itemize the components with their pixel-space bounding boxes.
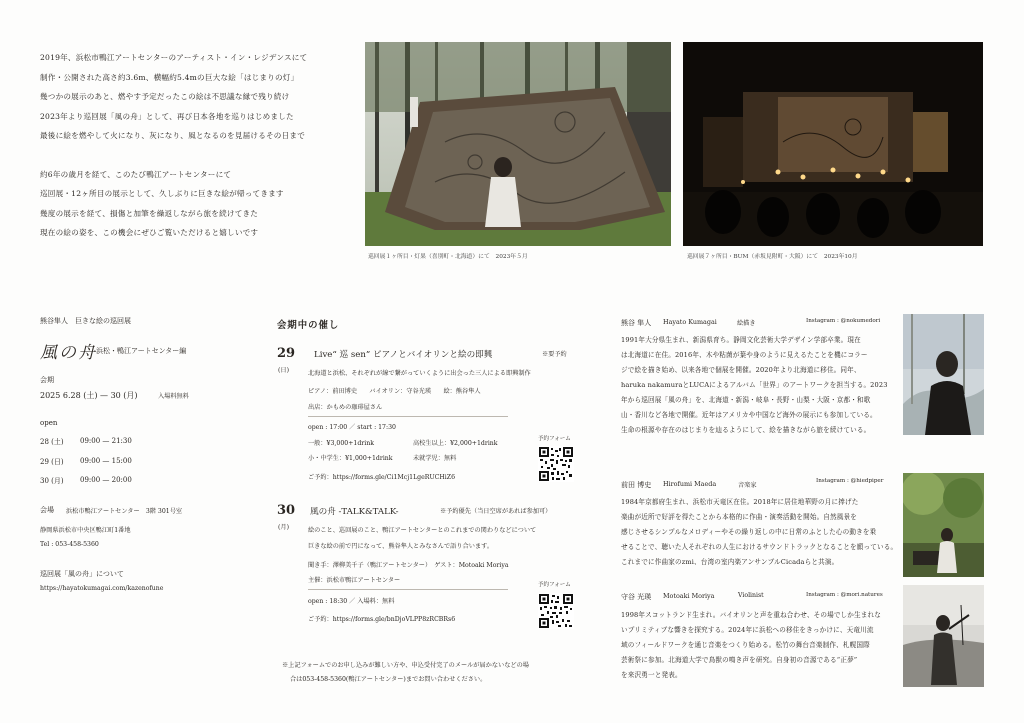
- bio-roman: Hirofumi Maeda: [663, 480, 717, 488]
- program-heading: 会期中の催し: [277, 320, 340, 331]
- bio-line: を来沢勇一と発表。: [621, 671, 682, 679]
- event2-title: 風の舟 -TALK&TALK-: [310, 507, 399, 517]
- schedule-time: 09:00 — 15:00: [80, 457, 132, 465]
- intro-line: 約6年の歳月を経て、このたび鴨江アートセンターにて: [40, 169, 232, 179]
- event2-host: 主催：浜松市鴨江アートセンター: [308, 577, 401, 584]
- intro-text: [40, 48, 307, 243]
- event1-price-general: 一般：¥3,000+1drink: [308, 440, 374, 447]
- event1-date: 29: [277, 346, 296, 361]
- photo-caption-1: 巡回展１ヶ所目・灯果（喜別町・北海道）にて 2023年５月: [368, 254, 528, 260]
- footnote-line-2: 合は053-458-5360(鴨江アートセンター)までお問い合わせください。: [290, 676, 487, 683]
- bio-name: 熊谷 隼人: [621, 319, 652, 327]
- event1-catering: 出店：かもめの珈琲屋さん: [308, 404, 383, 411]
- event2-reserve-url[interactable]: ご予約：https://forms.gle/bnDjoVLPP8zRCBRs6: [308, 616, 456, 623]
- portrait-hayato-kumagai: [903, 314, 984, 435]
- bio-line: 山・香川など各地で開催。近年はアメリカや中国など海外の展示にも参加している。: [621, 411, 877, 419]
- venue-name: 浜松市鴨江アートセンター 3階 301号室: [66, 508, 183, 515]
- bio-text: [621, 495, 897, 570]
- bio-line: は北海道に在住。2016年、木や粘菌が葉や身のように見えるたことを機にコラー: [621, 351, 868, 359]
- open-label: open: [40, 419, 58, 427]
- bio-name: 守谷 光瑛: [621, 593, 652, 601]
- intro-line: 2023年より巡回展「風の舟」として、再び日本各地を巡りはじめました: [40, 111, 294, 121]
- bio-text: [621, 608, 881, 683]
- event1-price-child: 小・中学生：¥1,000+1drink: [308, 455, 393, 462]
- bio-line: 1998年スコットランド生まれ。バイオリンと声を重ね合わせ、その場でしか生まれな: [621, 611, 882, 619]
- schedule-time: 09:00 — 21:30: [80, 437, 132, 445]
- event1-note: ※要予約: [542, 351, 567, 358]
- bio-roman: Motoaki Moriya: [663, 592, 715, 600]
- event1-form-label: 予約フォーム: [538, 436, 571, 442]
- event1-desc: 北海道と浜松、それぞれが線で繋がっていくように出会った三人による即興制作: [308, 370, 531, 377]
- schedule-day: 28 (土): [40, 438, 64, 446]
- venue-label: 会場: [40, 506, 54, 514]
- event1-time: open : 17:00 ／ start : 17:30: [308, 424, 396, 431]
- event1-divider: [308, 416, 508, 417]
- event1-qr-code[interactable]: [538, 446, 574, 482]
- event2-note: ※予約優先（当日空席があれば参加可）: [440, 508, 552, 515]
- event1-title: Live“ 巡 sen” ピアノとバイオリンと絵の即興: [314, 350, 493, 360]
- bio-line: 生命の根源や存在のはじまりを辿るようにして、絵を描きながら旅を続けている。: [621, 426, 871, 434]
- event1-dow: (日): [278, 367, 290, 374]
- schedule-day: 30 (月): [40, 477, 64, 485]
- portrait-hirofumi-maeda: [903, 473, 984, 577]
- bio-line: せることで、聴いた人それぞれの人生におけるサウンドトラックとなることを願っている。: [621, 543, 898, 551]
- about-url[interactable]: https://hayatokumagai.com/kazenofune: [40, 585, 164, 592]
- bio-instagram[interactable]: Instagram : @mori.natures: [806, 592, 883, 598]
- schedule-time: 09:00 — 20:00: [80, 476, 132, 484]
- event2-qr-code[interactable]: [538, 593, 574, 629]
- bio-line: いプリミティブな響きを探究する。2024年に浜松への移住をきっかけに、天竜川流: [621, 626, 874, 634]
- bio-role: 音楽家: [738, 482, 757, 489]
- period-dates: 2025 6.28 (土) — 30 (月): [40, 391, 138, 400]
- about-label: 巡回展「風の舟」について: [40, 570, 124, 578]
- bio-name: 前田 博史: [621, 481, 652, 489]
- bio-line: 1984年京都府生まれ、浜松市天竜区在住。2018年に居住地華野の月に捧げた: [621, 498, 859, 506]
- bio-line: 芸術祭に参加。北海道大学で鳥獣の鳴き声を研究。自身初の音源である“正夢”: [621, 656, 858, 664]
- bio-line: 年から巡回展「風の舟」を、北海道・新潟・岐阜・長野・山梨・大阪・京都・和歌: [621, 396, 871, 404]
- period-label: 会期: [40, 376, 54, 384]
- intro-line: 2019年、浜松市鴨江アートセンターのアーティスト・イン・レジデンスにて: [40, 53, 308, 62]
- bio-role: 絵描き: [737, 320, 756, 327]
- event2-divider: [308, 589, 508, 590]
- bio-line: 感じさせるシンプルなメロディーやその繰り返しの中に日常のふとした心の動きを乗: [621, 528, 877, 536]
- bio-line: 域のフィールドワークを通じ音楽をつくり始める。松竹の舞台音楽制作、札幌国際: [621, 641, 870, 649]
- bio-instagram[interactable]: Instagram : @nokumedori: [806, 318, 881, 324]
- venue-tel: Tel : 053-458-5360: [40, 541, 99, 548]
- event1-price-highschool: 高校生以上：¥2,000+1drink: [413, 440, 498, 447]
- bio-text: [621, 333, 888, 438]
- intro-line: 幾度の展示を経て、損傷と加筆を繰返しながら旅を続けてきた: [40, 208, 259, 218]
- venue-address: 静岡県浜松市中央区鴨江町1番地: [40, 527, 131, 534]
- event2-time: open : 18:30 ／ 入場料：無料: [308, 598, 395, 605]
- bio-line: haruka nakamuraとLUCAによるアルバム「世界」のアートワークを担当する。2023: [621, 381, 888, 389]
- portrait-motoaki-moriya: [903, 585, 984, 687]
- bio-line: 1991年大分県生まれ、新潟県育ち。静岡文化芸術大学デザイン学部卒業。現在: [621, 336, 861, 344]
- artist-title: 熊谷隼人 巨きな絵の巡回展: [40, 317, 131, 325]
- exhibition-logo: 風の舟: [40, 343, 97, 363]
- intro-line: 最後に絵を燃やして火になり、灰になり、風となるのを見届けるその日まで: [40, 131, 305, 140]
- schedule-day: 29 (日): [40, 458, 64, 466]
- intro-line: 巡回展・12ヶ所目の展示として、久しぶりに巨きな絵が帰ってきます: [40, 189, 284, 198]
- photo-night-exhibition: [683, 42, 983, 246]
- footnote-line-1: ※上記フォームでのお申し込みが難しい方や、申込受付完了のメールが届かないなどの場: [282, 662, 529, 669]
- event1-reserve-url[interactable]: ご予約：https://forms.gle/Ci1Mcj1LgeRUCHiZ6: [308, 474, 456, 481]
- bio-roman: Hayato Kumagai: [663, 318, 717, 326]
- bio-instagram[interactable]: Instagram : @hiedpiper: [816, 478, 884, 484]
- exhibition-subtitle: 浜松・鴨江アートセンター編: [96, 347, 187, 355]
- event2-desc-1: 絵のこと、巡回展のこと、鴨江アートセンターとのこれまでの関わりなどについて: [308, 527, 537, 534]
- event1-performers: ピアノ：前田博史 バイオリン：守谷光瑛 絵：熊谷隼人: [308, 388, 481, 395]
- event2-speakers: 聞き手：澤柳美千子（鴨江アートセンター） ゲスト：Motoaki Moriya: [308, 562, 509, 569]
- bio-role: Violinist: [738, 592, 764, 599]
- bio-line: ジで絵を描き始め、以来各地で個展を開催。2020年より北海道に移住。同年、: [621, 366, 861, 374]
- intro-line: 制作・公開された高さ約3.6m、横幅約5.4mの巨大な絵「はじまりの灯」: [40, 72, 299, 82]
- event2-dow: (月): [278, 524, 290, 531]
- event2-form-label: 予約フォーム: [538, 582, 571, 588]
- event2-desc-2: 巨きな絵の前で円になって、熊谷隼人とみなさんで語り合います。: [308, 543, 494, 550]
- intro-line: 現在の絵の姿を、この機会にぜひご覧いただけると嬉しいです: [40, 228, 259, 237]
- bio-line: 楽曲が近所で好評を得たことから本格的に作曲・演奏活動を開始。自然風景を: [621, 513, 858, 521]
- photo-caption-2: 巡回展７ヶ所目・BUM（赤坂見附町・大阪）にて 2023年10月: [687, 254, 858, 260]
- photo-outdoor-painting: [365, 42, 671, 246]
- event2-date: 30: [277, 503, 296, 518]
- event1-price-preschool: 未就学児：無料: [413, 455, 457, 462]
- admission-free: 入場料無料: [158, 393, 189, 400]
- bio-line: これまでに作曲家のzmi、台湾の室内楽アンサンブルCicadaらと共演。: [621, 558, 839, 566]
- intro-line: 幾つかの展示のあと、燃やす予定だったこの絵は不思議な縁で残り続け: [40, 92, 290, 101]
